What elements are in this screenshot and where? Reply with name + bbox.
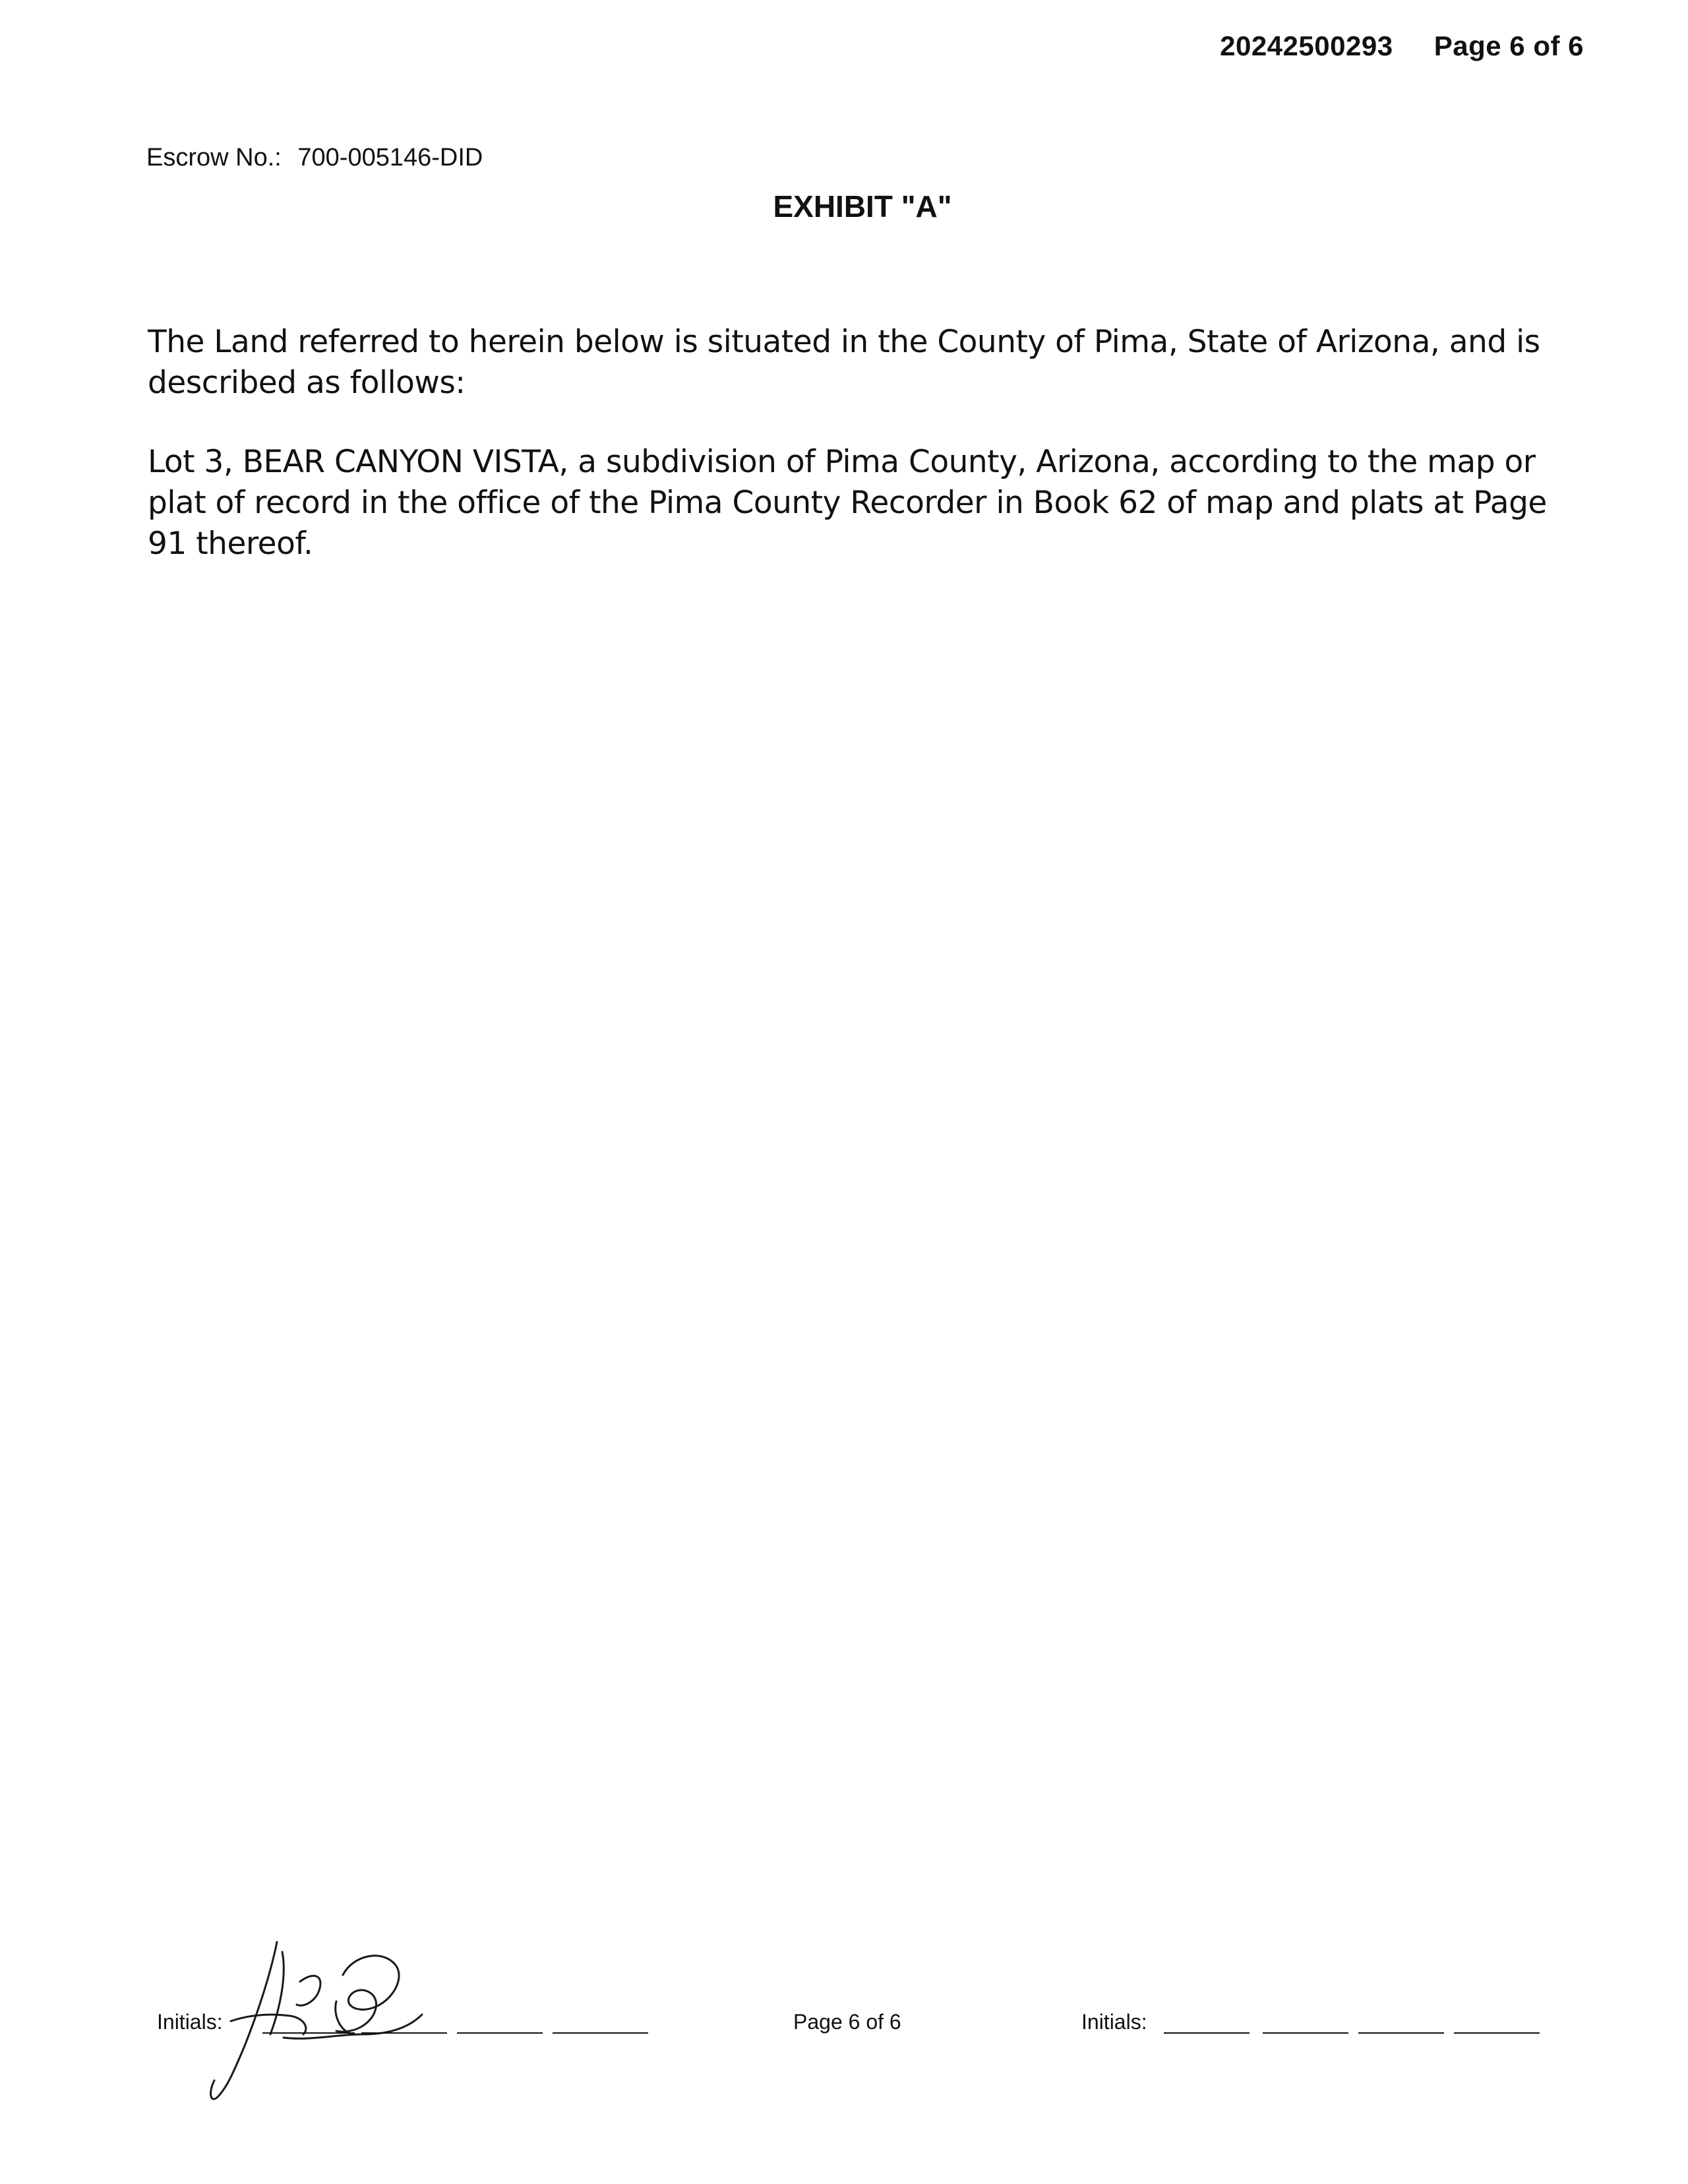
initials-right-line-1 bbox=[1164, 2032, 1250, 2034]
header-page-indicator: Page 6 of 6 bbox=[1433, 30, 1584, 61]
initials-left-line-2 bbox=[361, 2032, 447, 2034]
initials-right-label: Initials: bbox=[1081, 2010, 1147, 2034]
legal-description-paragraph: Lot 3, BEAR CANYON VISTA, a subdivision of Pima County, Arizona, according to the map or plat of record in the office of the Pima County Recorder in Book 62 of map and plats at Page 91 thereof. bbox=[148, 444, 1547, 562]
initials-right-line-4 bbox=[1454, 2032, 1540, 2034]
initials-left-line-3 bbox=[457, 2032, 543, 2034]
document-number: 20242500293 bbox=[1220, 30, 1393, 61]
escrow-number bbox=[146, 144, 483, 172]
initials-left-label: Initials: bbox=[157, 2010, 223, 2034]
initials-left-line-1 bbox=[262, 2032, 355, 2034]
escrow-value: 700-005146-DID bbox=[297, 144, 483, 171]
land-intro-paragraph: The Land referred to herein below is situated in the County of Pima, State of Arizona, and is described as follows: bbox=[148, 324, 1540, 401]
initials-left-block bbox=[157, 2010, 223, 2034]
footer-page-number: Page 6 of 6 bbox=[793, 2010, 901, 2034]
initials-right-line-2 bbox=[1263, 2032, 1348, 2034]
initials-right-block bbox=[1081, 2010, 1147, 2034]
exhibit-title: EXHIBIT "A" bbox=[773, 189, 952, 224]
initials-right-line-3 bbox=[1358, 2032, 1444, 2034]
page-footer bbox=[0, 2010, 1688, 2115]
escrow-label: Escrow No.: bbox=[146, 144, 282, 171]
initials-left-line-4 bbox=[553, 2032, 648, 2034]
recording-header bbox=[1220, 30, 1584, 62]
